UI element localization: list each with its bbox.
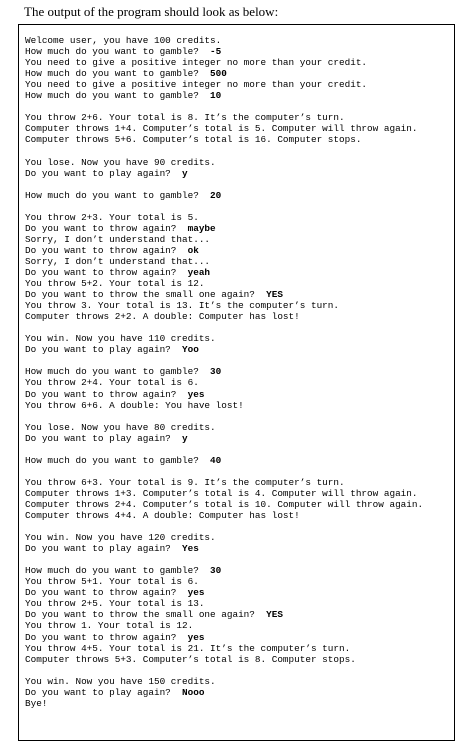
user-input-text: ok xyxy=(187,244,199,256)
console-line-text: Do you want to throw again? xyxy=(25,266,188,278)
console-line xyxy=(25,521,454,532)
user-input-text: yes xyxy=(187,388,205,400)
console-line xyxy=(25,311,454,322)
user-input-text: YES xyxy=(266,609,283,621)
console-line xyxy=(25,90,454,101)
console-line-text: Do you want to play again? xyxy=(25,344,183,356)
user-input-text: maybe xyxy=(187,222,216,234)
console-line-text: Sorry, I don’t understand that... xyxy=(25,233,211,245)
console-line xyxy=(25,212,454,223)
console-line-text: How much do you want to gamble? xyxy=(25,366,211,378)
console-line-text: Computer throws 1+4. Computer’s total is 5. Computer will throw again. xyxy=(25,123,418,135)
console-line xyxy=(25,698,454,709)
console-line xyxy=(25,179,454,190)
user-input-text: 20 xyxy=(210,189,222,201)
console-line xyxy=(25,234,454,245)
console-line xyxy=(25,322,454,333)
console-line xyxy=(25,377,454,388)
console-line xyxy=(25,190,454,201)
console-line-text: You lose. Now you have 90 credits. xyxy=(25,156,216,168)
console-line xyxy=(25,632,454,643)
console-line-text: You win. Now you have 120 credits. xyxy=(25,532,216,544)
console-line-text: How much do you want to gamble? xyxy=(25,90,211,102)
user-input-text: Yoo xyxy=(182,344,199,356)
console-line-text: Computer throws 2+4. Computer’s total is 10. Computer will throw again. xyxy=(25,498,424,510)
console-line-text: Computer throws 2+2. A double: Computer has lost! xyxy=(25,311,300,323)
console-line-text: You lose. Now you have 80 credits. xyxy=(25,421,216,433)
console-line xyxy=(25,145,454,156)
console-line-text: You throw 2+3. Your total is 5. xyxy=(25,211,199,223)
intro-text: The output of the program should look as below: xyxy=(24,4,279,19)
console-line xyxy=(25,57,454,68)
user-input-text: yes xyxy=(187,631,205,643)
console-line-text: Do you want to throw again? xyxy=(25,587,188,599)
console-line xyxy=(25,609,454,620)
console-line xyxy=(25,587,454,598)
console-line-text: Sorry, I don’t understand that... xyxy=(25,255,211,267)
console-line xyxy=(25,79,454,90)
console-line xyxy=(25,444,454,455)
console-line-text: Do you want to throw the small one again? xyxy=(25,289,267,301)
console-line-text: Computer throws 1+3. Computer’s total is 4. Computer will throw again. xyxy=(25,487,418,499)
console-line xyxy=(25,676,454,687)
user-input-text: Nooo xyxy=(182,686,205,698)
console-line-text: Do you want to play again? xyxy=(25,167,183,179)
console-line xyxy=(25,46,454,57)
user-input-text: 10 xyxy=(210,90,222,102)
console-line-text: Welcome user, you have 100 credits. xyxy=(25,35,222,46)
console-line-text: Do you want to play again? xyxy=(25,543,183,555)
console-line xyxy=(25,112,454,123)
console-line-text: You throw 2+4. Your total is 6. xyxy=(25,377,199,389)
user-input-text: yes xyxy=(187,587,205,599)
console-line xyxy=(25,543,454,554)
console-line xyxy=(25,422,454,433)
console-line-text: Computer throws 5+3. Computer’s total is 8. Computer stops. xyxy=(25,653,356,665)
console-line xyxy=(25,477,454,488)
console-line xyxy=(25,687,454,698)
console-line xyxy=(25,466,454,477)
console-line-text: You win. Now you have 150 credits. xyxy=(25,675,216,687)
console-line xyxy=(25,256,454,267)
console-line-text: How much do you want to gamble? xyxy=(25,189,211,201)
console-line xyxy=(25,620,454,631)
console-line xyxy=(25,289,454,300)
console-line xyxy=(25,201,454,212)
user-input-text: y xyxy=(182,432,188,444)
console-line xyxy=(25,68,454,79)
console-line xyxy=(25,366,454,377)
console-line-text: Computer throws 5+6. Computer’s total is 16. Computer stops. xyxy=(25,134,362,146)
console-lines xyxy=(25,35,454,709)
console-line-text: You throw 1. Your total is 12. xyxy=(25,620,194,632)
console-output-box xyxy=(18,24,455,741)
console-line xyxy=(25,223,454,234)
console-line-text: You throw 5+1. Your total is 6. xyxy=(25,576,199,588)
console-line-text: You throw 6+3. Your total is 9. It’s the computer’s turn. xyxy=(25,476,345,488)
console-line xyxy=(25,654,454,665)
user-input-text: YES xyxy=(266,289,283,301)
console-line xyxy=(25,411,454,422)
console-line-text: You win. Now you have 110 credits. xyxy=(25,333,216,345)
console-line xyxy=(25,267,454,278)
console-line xyxy=(25,665,454,676)
console-line xyxy=(25,168,454,179)
console-line xyxy=(25,355,454,366)
console-line-text: Do you want to play again? xyxy=(25,686,183,698)
user-input-text: 40 xyxy=(210,454,222,466)
user-input-text: 30 xyxy=(210,565,222,577)
console-line-text: You throw 6+6. A double: You have lost! xyxy=(25,399,244,411)
console-line xyxy=(25,576,454,587)
console-line xyxy=(25,532,454,543)
console-line-text: You need to give a positive integer no more than your credit. xyxy=(25,57,368,69)
console-line xyxy=(25,101,454,112)
console-line-text: Bye! xyxy=(25,697,48,709)
console-line-text: Do you want to play again? xyxy=(25,432,183,444)
console-line-text: How much do you want to gamble? xyxy=(25,68,211,80)
console-line xyxy=(25,344,454,355)
console-line-text: You throw 2+6. Your total is 8. It’s the computer’s turn. xyxy=(25,112,345,124)
console-line xyxy=(25,598,454,609)
user-input-text: y xyxy=(182,167,188,179)
console-line-text: You throw 4+5. Your total is 21. It’s the computer’s turn. xyxy=(25,642,351,654)
console-line xyxy=(25,35,454,46)
console-line xyxy=(25,400,454,411)
console-line xyxy=(25,389,454,400)
console-line-text: Do you want to throw again? xyxy=(25,244,188,256)
console-line xyxy=(25,333,454,344)
console-line-text: How much do you want to gamble? xyxy=(25,565,211,577)
console-line-text: Do you want to throw the small one again? xyxy=(25,609,267,621)
console-line xyxy=(25,157,454,168)
user-input-text: yeah xyxy=(187,266,211,278)
user-input-text: Yes xyxy=(182,543,199,555)
console-line xyxy=(25,455,454,466)
console-line xyxy=(25,565,454,576)
console-line xyxy=(25,300,454,311)
console-line xyxy=(25,134,454,145)
user-input-text: 500 xyxy=(210,68,227,80)
user-input-text: -5 xyxy=(210,46,222,58)
console-line-text: You throw 2+5. Your total is 13. xyxy=(25,598,205,610)
console-line-text: Do you want to throw again? xyxy=(25,222,188,234)
console-line xyxy=(25,245,454,256)
console-line xyxy=(25,643,454,654)
console-line-text: You throw 3. Your total is 13. It’s the computer’s turn. xyxy=(25,300,340,312)
console-line-text: How much do you want to gamble? xyxy=(25,46,211,58)
console-line-text: You need to give a positive integer no more than your credit. xyxy=(25,79,368,91)
console-line-text: How much do you want to gamble? xyxy=(25,454,211,466)
console-line xyxy=(25,510,454,521)
console-line xyxy=(25,278,454,289)
console-line-text: Do you want to throw again? xyxy=(25,631,188,643)
user-input-text: 30 xyxy=(210,366,222,378)
console-line-text: Do you want to throw again? xyxy=(25,388,188,400)
console-line-text: Computer throws 4+4. A double: Computer has lost! xyxy=(25,510,300,522)
console-line xyxy=(25,123,454,134)
console-line xyxy=(25,554,454,565)
console-line xyxy=(25,499,454,510)
console-line-text: You throw 5+2. Your total is 12. xyxy=(25,278,205,290)
console-line xyxy=(25,433,454,444)
console-line xyxy=(25,488,454,499)
